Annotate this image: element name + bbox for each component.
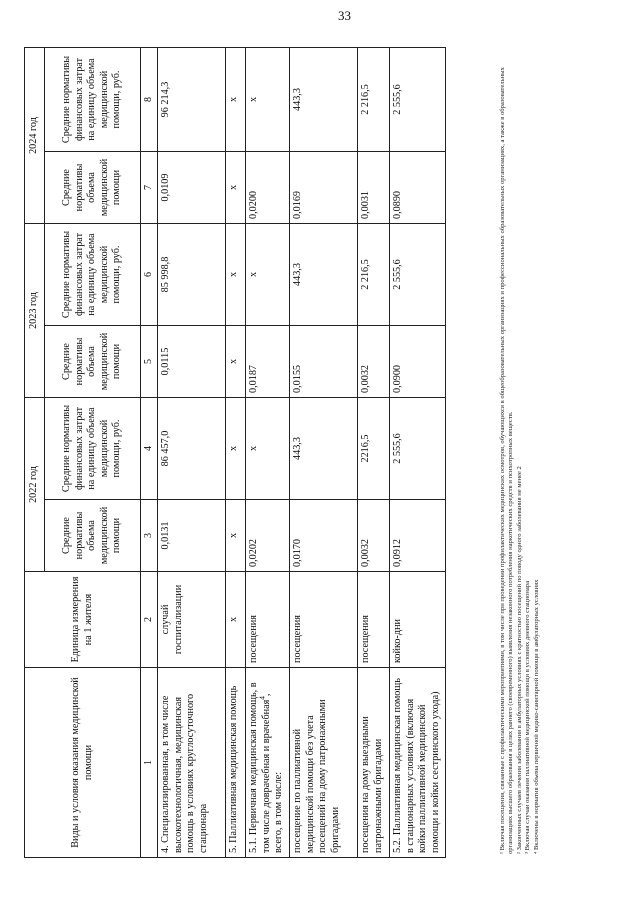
value-cell: 0,0900 — [390, 326, 446, 398]
value-cell: 0,0155 — [290, 326, 358, 398]
value-cell: х — [226, 152, 246, 224]
value-cell: 0,0890 — [390, 152, 446, 224]
value-cell: 0,0202 — [246, 500, 290, 572]
row-label-tail: , всего, в том числе: — [260, 693, 285, 853]
column-number: 3 — [141, 500, 158, 572]
header-year-2023: 2023 год — [25, 224, 45, 398]
rotated-page-content — [24, 48, 599, 858]
header-year-2022: 2022 год — [25, 398, 45, 572]
header-year-2024: 2024 год — [25, 48, 45, 224]
table-row — [390, 48, 446, 858]
row-label: посещение по паллиативной медицинской помощи без учета посещений на дому патронажными бригадами — [290, 668, 358, 858]
table-row — [226, 48, 246, 858]
unit-cell: посещения — [246, 572, 290, 668]
unit-cell: посещения — [358, 572, 390, 668]
footnote: ³ Включая случаи оказания паллиативной медицинской помощи в условиях дневного стационара — [524, 580, 532, 854]
value-cell: 2 555,6 — [390, 48, 446, 152]
value-cell: 443,3 — [290, 398, 358, 500]
table-row — [290, 48, 358, 858]
value-cell: 0,0032 — [358, 500, 390, 572]
header-volume-2023: Средние нормативы объема медицинской помощи — [45, 326, 141, 398]
row-label: 5. Паллиативная медицинская помощь — [226, 668, 246, 858]
header-cost-2022: Средние нормативы финансовых затрат на единицу объема медицинской помощи, руб. — [45, 398, 141, 500]
header-types: Виды и условия оказания медицинской помощи — [25, 668, 141, 858]
value-cell: 443,3 — [290, 48, 358, 152]
header-cost-2024: Средние нормативы финансовых затрат на единицу объема медицинской помощи, руб. — [45, 48, 141, 152]
unit-cell: случай госпитализации — [158, 572, 226, 668]
value-cell: 0,0170 — [290, 500, 358, 572]
value-cell: 0,0115 — [158, 326, 226, 398]
value-cell: 0,0109 — [158, 152, 226, 224]
value-cell: х — [226, 326, 246, 398]
column-number: 7 — [141, 152, 158, 224]
value-cell: х — [246, 48, 290, 152]
value-cell: 0,0912 — [390, 500, 446, 572]
unit-cell: койко-дни — [390, 572, 446, 668]
unit-cell: посещения — [290, 572, 358, 668]
value-cell: х — [246, 224, 290, 326]
value-cell: 0,0169 — [290, 152, 358, 224]
value-cell: х — [246, 398, 290, 500]
table-row — [358, 48, 390, 858]
value-cell: 0,0187 — [246, 326, 290, 398]
value-cell: х — [226, 500, 246, 572]
value-cell: х — [226, 224, 246, 326]
row-label-text: 5.1. Первичная медицинская помощь, в том числе доврачебная и врачебная — [248, 682, 272, 853]
footnote: ⁴ Включены в норматив объема первичной медико-санитарной помощи в амбулаторных условиях — [532, 579, 540, 854]
footnotes — [499, 54, 541, 854]
value-cell: 0,0031 — [358, 152, 390, 224]
footnote: ² Законченных случаев лечения заболевания в амбулаторных условиях с кратностью посещений по поводу одного заболевания не менее 2 — [515, 466, 523, 854]
table-row — [246, 48, 290, 858]
value-cell: 2 555,6 — [390, 398, 446, 500]
footnote-ref: 4 — [258, 696, 267, 700]
value-cell: 2 216,5 — [358, 224, 390, 326]
value-cell: 0,0200 — [246, 152, 290, 224]
header-cost-2023: Средние нормативы финансовых затрат на единицу объема медицинской помощи, руб. — [45, 224, 141, 326]
value-cell: х — [226, 398, 246, 500]
value-cell: 2216,5 — [358, 398, 390, 500]
column-number: 2 — [141, 572, 158, 668]
norms-table — [24, 47, 446, 858]
value-cell: 86 457,0 — [158, 398, 226, 500]
value-cell: 0,0032 — [358, 326, 390, 398]
value-cell: 96 214,3 — [158, 48, 226, 152]
column-number: 1 — [141, 668, 158, 858]
column-number: 6 — [141, 224, 158, 326]
column-numbers-row — [141, 48, 158, 858]
column-number: 4 — [141, 398, 158, 500]
header-volume-2024: Средние нормативы объема медицинской помощи — [45, 152, 141, 224]
row-label: 4. Специализированная, в том числе высокотехнологичная, медицинская помощь в условиях круглосуточного стационара — [158, 668, 226, 858]
table-row — [158, 48, 226, 858]
header-unit: Единица измерения на 1 жителя — [25, 572, 141, 668]
row-label: посещения на дому выездными патронажными бригадами — [358, 668, 390, 858]
row-label: 5.2. Паллиативная медицинская помощь в стационарных условиях (включая койки паллиативной медицинской помощи и койки сестринского ухода) — [390, 668, 446, 858]
unit-cell: х — [226, 572, 246, 668]
page-number: 33 — [338, 8, 351, 23]
value-cell: 0,0131 — [158, 500, 226, 572]
value-cell: 2 555,6 — [390, 224, 446, 326]
footnote: ¹ Включая посещения, связанные с профилактическими мероприятиями, в том числе при проведении профилактических медицинских осмотров, обучающихся в общеобразовательных организациях и профессиональных образовательных организациях, а также в образовательных организациях высшего образования в целях раннего (своевременного) выявления незаконного потребления наркотических средств и психотропных веществ. — [499, 67, 515, 854]
value-cell: 443,3 — [290, 224, 358, 326]
row-label — [246, 668, 290, 858]
value-cell: х — [226, 48, 246, 152]
column-number: 5 — [141, 326, 158, 398]
column-number: 8 — [141, 48, 158, 152]
value-cell: 2 216,5 — [358, 48, 390, 152]
header-volume-2022: Средние нормативы объема медицинской помощи — [45, 500, 141, 572]
value-cell: 85 998,8 — [158, 224, 226, 326]
